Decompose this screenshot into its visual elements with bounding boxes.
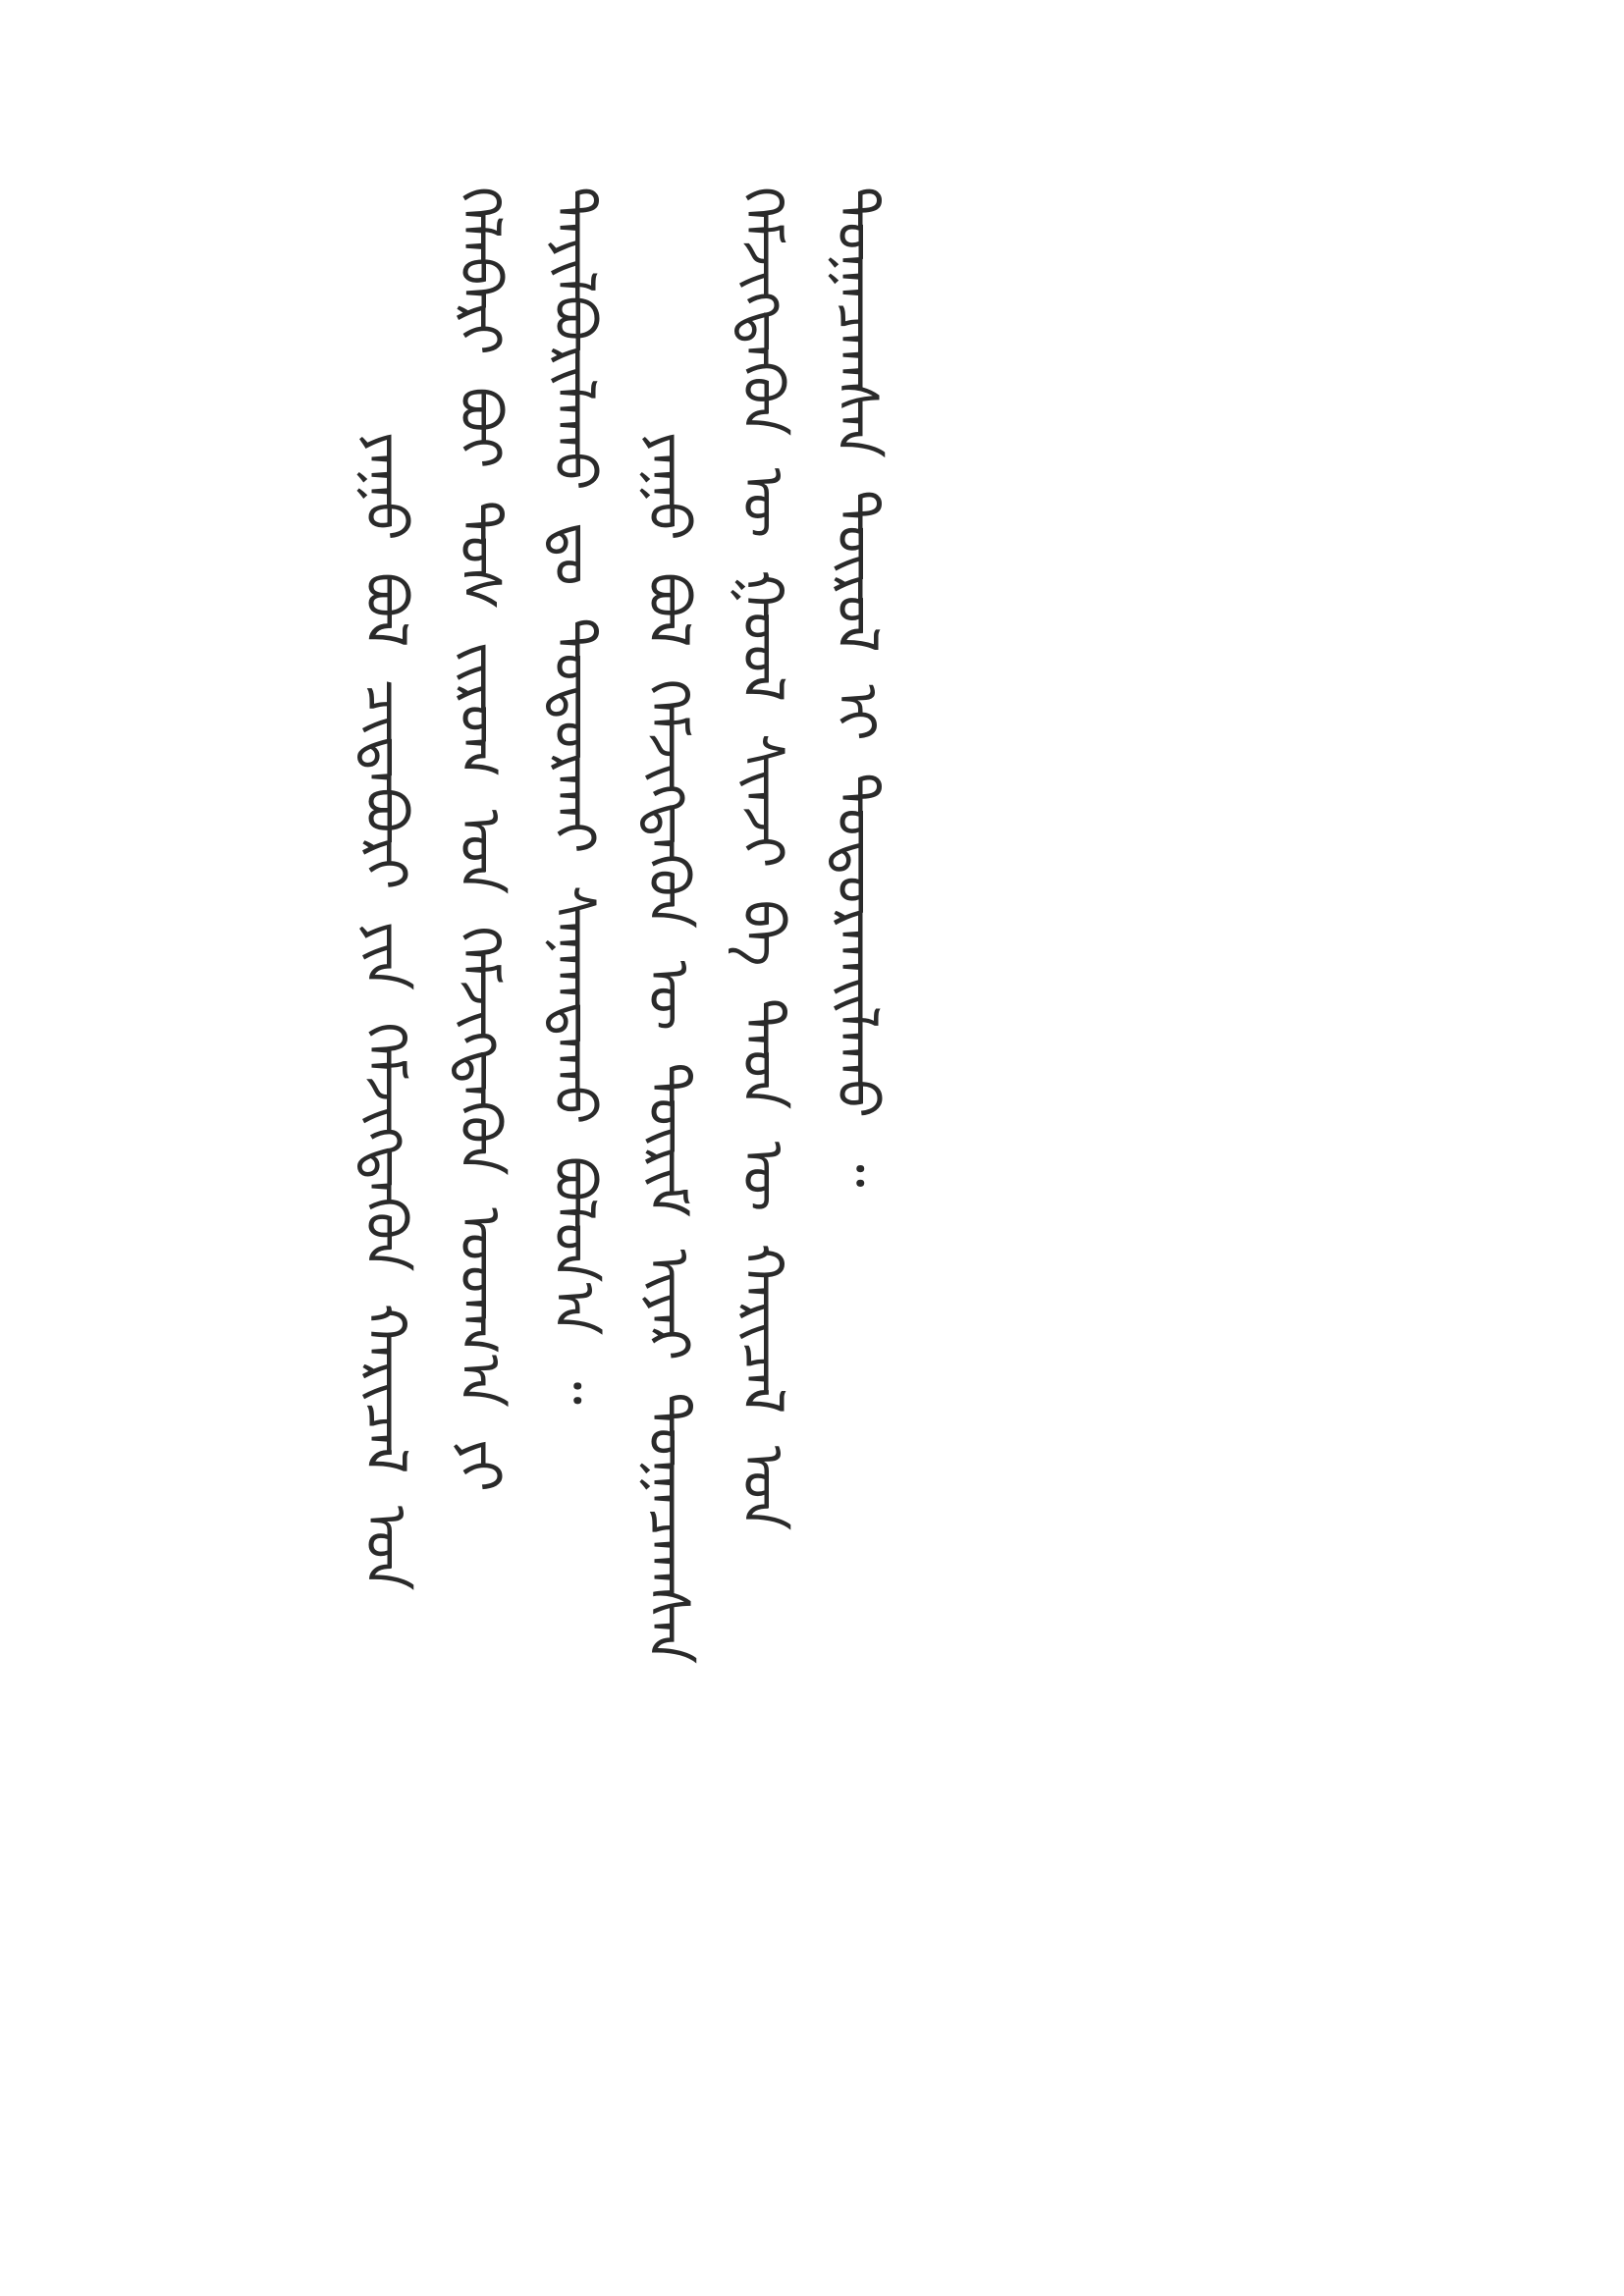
paragraph: [339, 187, 622, 1767]
paragraph-text: ᠶᠠᠭᠤ ᠪᠣᠯ ᠬᠡᠮᠵᠢᠭᠳᠡᠬᠦᠨ ᠦ ᠳᠦᠷᠢᠮ ᠢᠶᠡᠷ ᠲᠣᠭᠠᠴᠠᠭᠰᠠᠨ ᠬᠡᠮᠵᠢᠭᠳᠡᠬᠦᠨ ᠦ ᠭᠣᠣᠯ ᠰᠢᠨᠵᠢ ᠪᠠ ᠲᠡᠦᠨ ᠦ ᠬᠠᠷᠢᠴᠠᠯ ᠤᠨ ᠲᠣᠭᠠᠴᠠᠭᠰᠠᠨ ᠲᠥᠷᠥᠯ ᠢ ᠲᠣᠳᠣᠷᠬᠠᠢᠯᠠᠬᠤ ᠃: [635, 187, 891, 1665]
mongolian-text-block: [339, 187, 1281, 1767]
paragraph-text: ᠶᠠᠭᠤ ᠪᠣᠯ ᠴᠢᠳᠠᠪᠤᠷᠢ ᠶᠢᠨ ᠬᠡᠮᠵᠢᠭᠳᠡᠬᠦᠨ ᠬᠠᠷᠢᠴᠠᠯ ᠤᠨ ᠬᠡᠯᠡᠪᠡᠷᠢ ᠪᠤᠢ ᠲᠤᠰ ᠵᠢᠷᠤᠭ ᠤᠨ ᠬᠡᠮᠵᠢᠭᠳᠡᠬᠦᠨ ᠤᠳᠬ᠎ᠠ ᠶᠢ ᠲᠠᠶᠢᠯᠪᠤᠷᠢᠯᠠᠬᠤ ᠳᠤ ᠲᠣᠳᠣᠷᠬᠠᠢ ᠰᠠᠨᠠᠭᠳᠠᠬᠤ ᠪᠣᠯᠤᠨ᠎ᠠ ᠃: [352, 187, 608, 1591]
paragraph: [622, 187, 904, 1767]
